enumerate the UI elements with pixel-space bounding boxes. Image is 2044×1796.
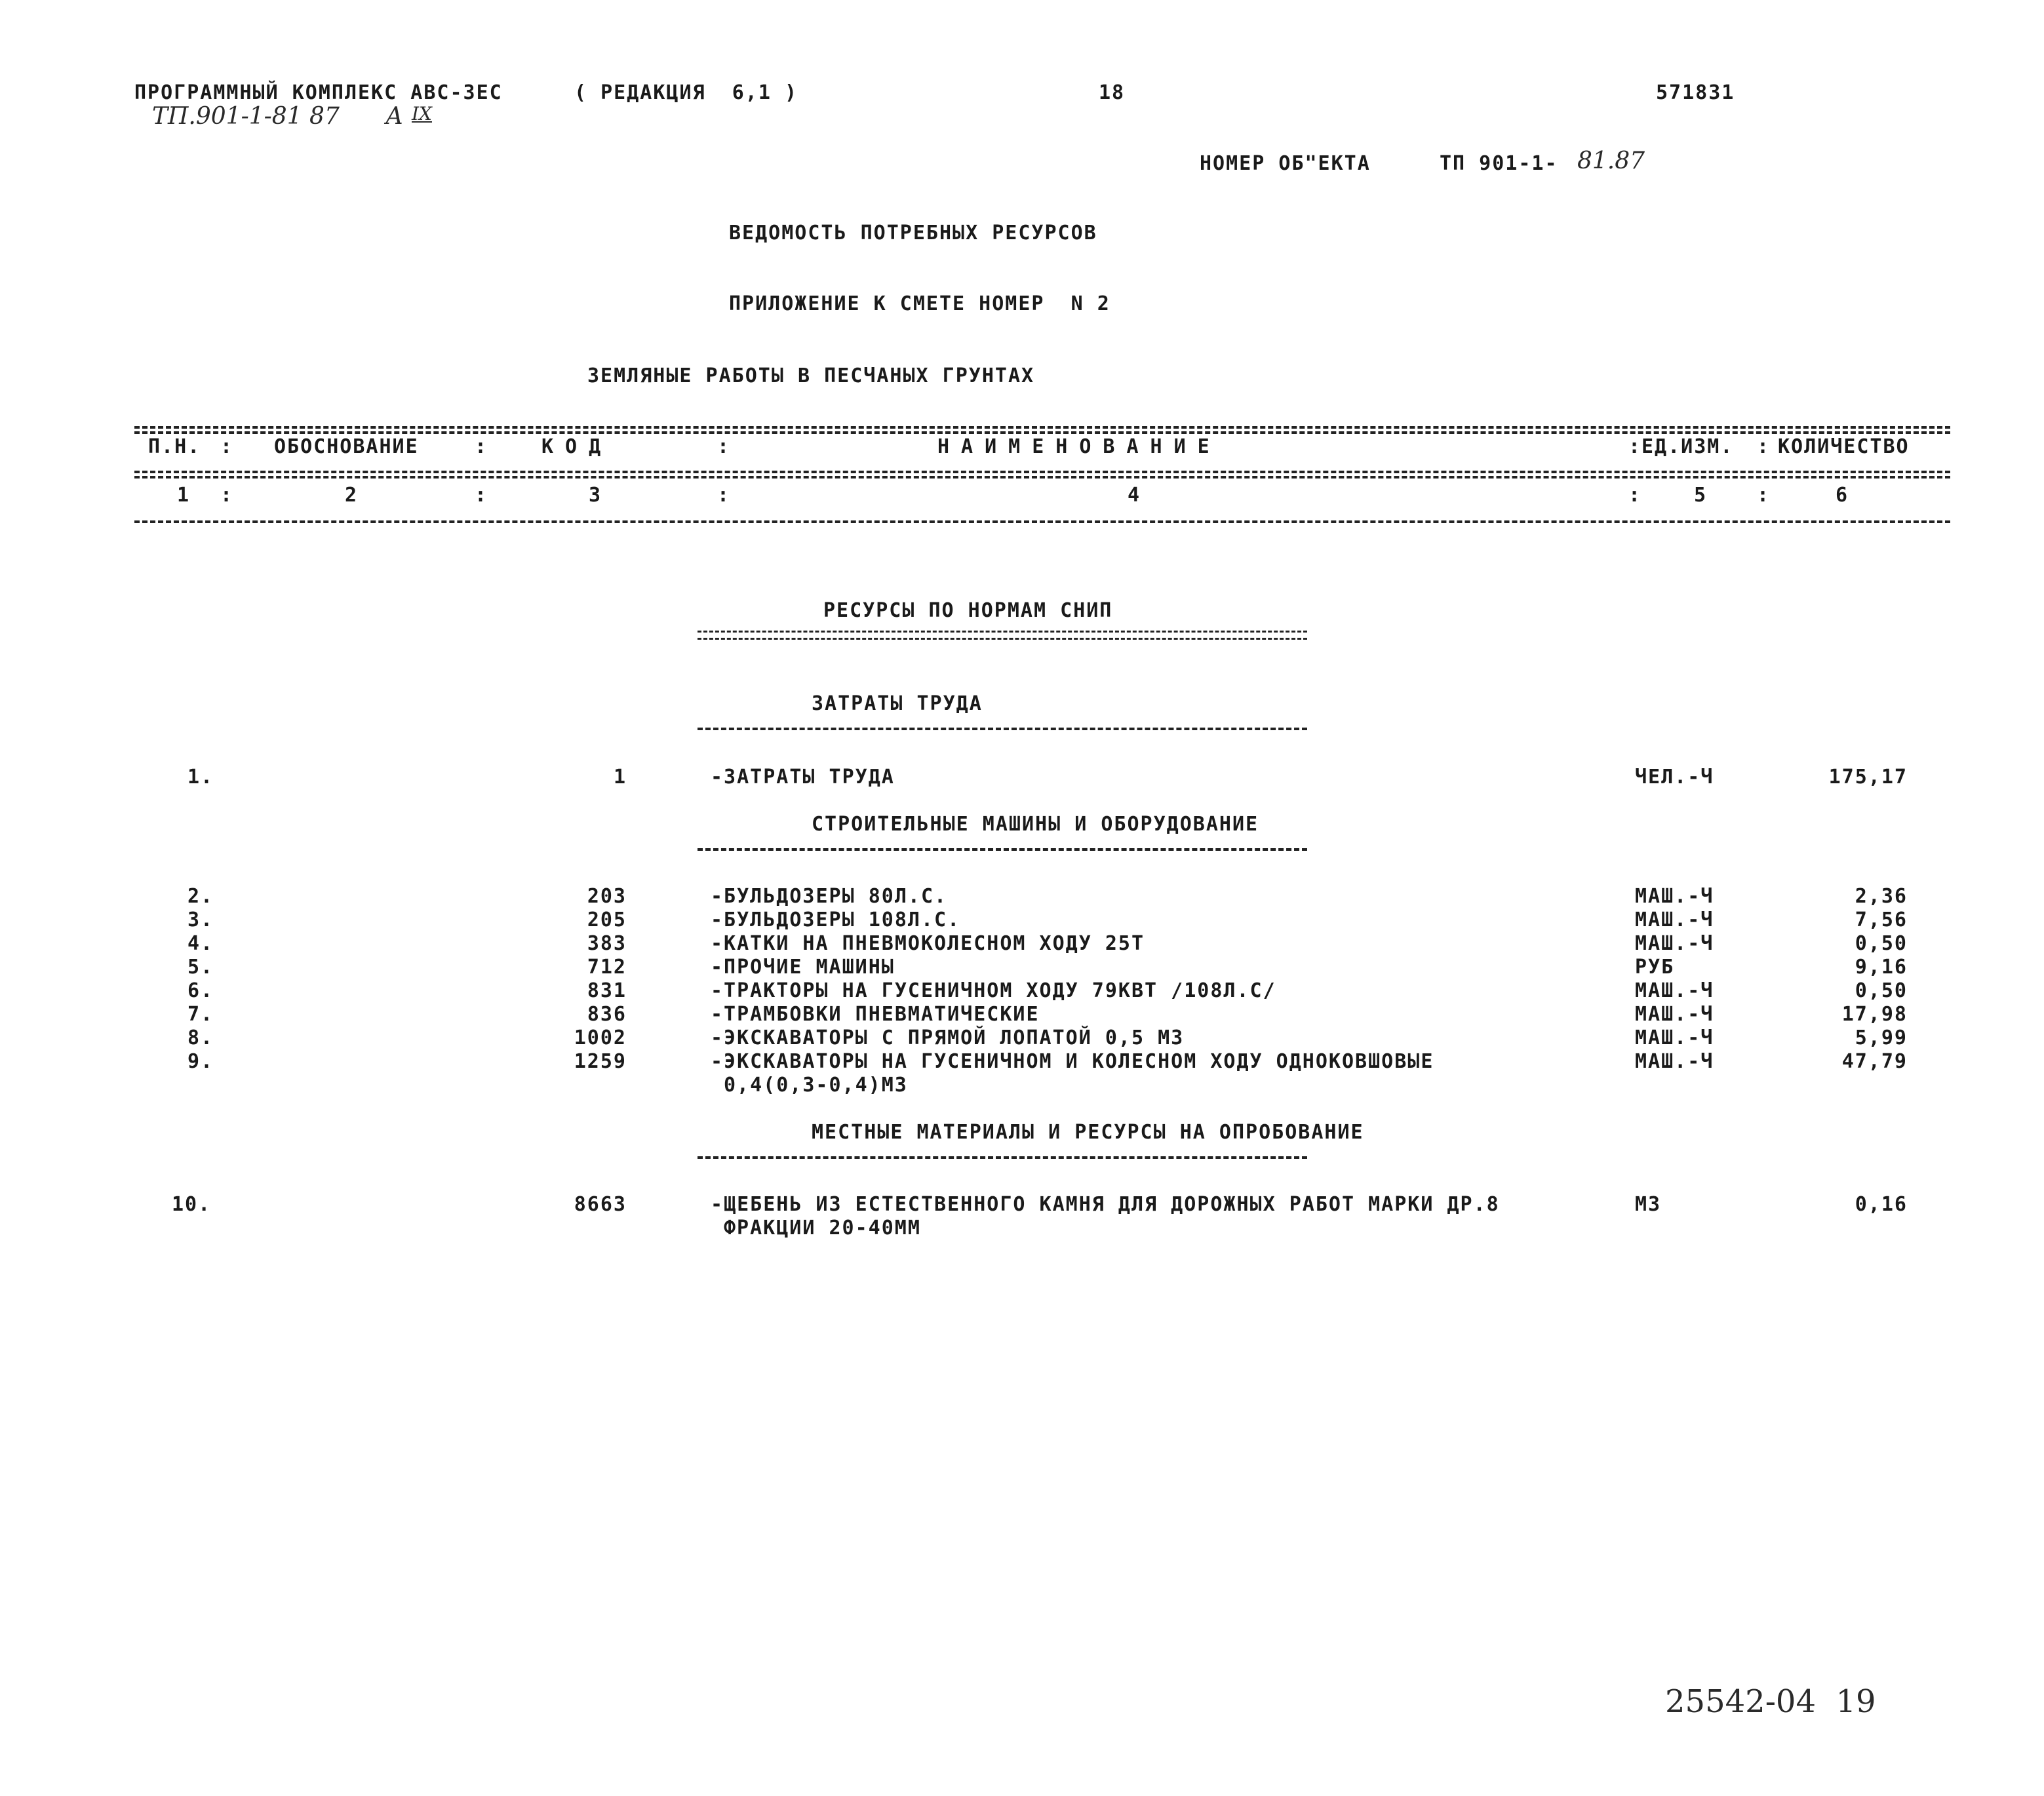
row-code: 203 (587, 885, 627, 908)
col-number: 4 (1128, 484, 1141, 507)
col-basis: ОБОСНОВАНИЕ (274, 435, 419, 458)
row-num: 6. (187, 979, 214, 1002)
row-name: -БУЛЬДОЗЕРЫ 108Л.С. (711, 908, 961, 931)
row-name: -ЭКСКАВАТОРЫ НА ГУСЕНИЧНОМ И КОЛЕСНОМ ХОДУ ОДНОКОВШОВЫЕ (711, 1050, 1434, 1073)
sep: : (1628, 484, 1642, 507)
object-value-handwritten: 81.87 (1577, 147, 1645, 174)
col-qty: КОЛИЧЕСТВО (1778, 435, 1910, 458)
sep: : (1757, 484, 1771, 507)
table-rule-mid (134, 471, 1950, 473)
handwritten-ref: ТП.901-1-81 87 (152, 103, 340, 130)
handwritten-album: А (385, 103, 404, 130)
row-qty: 47,79 (1841, 1050, 1908, 1073)
row-code: 205 (587, 908, 627, 931)
sep: : (1757, 435, 1771, 458)
document-title: ВЕДОМОСТЬ ПОТРЕБНЫХ РЕСУРСОВ (729, 222, 1097, 244)
group-rule (698, 728, 1307, 730)
row-unit: М3 (1635, 1193, 1662, 1216)
row-qty: 17,98 (1841, 1003, 1908, 1026)
col-code: КОД (541, 435, 613, 458)
section-double-rule (698, 631, 1307, 640)
row-unit: ЧЕЛ.-Ч (1635, 766, 1714, 789)
row-name: -БУЛЬДОЗЕРЫ 80Л.С. (711, 885, 948, 908)
handwritten-footer-mark: 25542-04 19 (1665, 1683, 1876, 1720)
row-qty: 5,99 (1855, 1026, 1908, 1049)
col-num: П.Н. (148, 435, 201, 458)
row-name: -ЭКСКАВАТОРЫ С ПРЯМОЙ ЛОПАТОЙ 0,5 М3 (711, 1026, 1185, 1049)
row-name: -КАТКИ НА ПНЕВМОКОЛЕСНОМ ХОДУ 25Т (711, 932, 1145, 955)
row-code: 8663 (574, 1193, 627, 1216)
row-code: 831 (587, 979, 627, 1002)
appendix-title: ПРИЛОЖЕНИЕ К СМЕТЕ НОМЕР N 2 (729, 292, 1110, 315)
edition: ( РЕДАКЦИЯ 6,1 ) (574, 81, 798, 104)
row-unit: МАШ.-Ч (1635, 932, 1714, 955)
row-num: 1. (187, 766, 214, 789)
section-title: РЕСУРСЫ ПО НОРМАМ СНИП (823, 599, 1113, 622)
row-num: 7. (187, 1003, 214, 1026)
row-qty: 175,17 (1828, 766, 1908, 789)
row-qty: 0,50 (1855, 932, 1908, 955)
row-num: 9. (187, 1050, 214, 1073)
row-unit: МАШ.-Ч (1635, 885, 1714, 908)
col-number: 5 (1694, 484, 1708, 507)
row-name: -ЩЕБЕНЬ ИЗ ЕСТЕСТВЕННОГО КАМНЯ ДЛЯ ДОРОЖНЫХ РАБОТ МАРКИ ДР.8 (711, 1193, 1500, 1216)
row-unit: МАШ.-Ч (1635, 1050, 1714, 1073)
doc-code: 571831 (1656, 81, 1735, 104)
row-code: 1 (613, 766, 627, 789)
col-number: 6 (1836, 484, 1849, 507)
row-code: 712 (587, 956, 627, 979)
object-label: НОМЕР ОБ"ЕКТА (1200, 152, 1371, 175)
table-rule-bottom (134, 520, 1950, 523)
group-title: СТРОИТЕЛЬНЫЕ МАШИНЫ И ОБОРУДОВАНИЕ (812, 813, 1259, 836)
row-qty: 2,36 (1855, 885, 1908, 908)
row-code: 1002 (574, 1026, 627, 1049)
row-num: 8. (187, 1026, 214, 1049)
row-code: 383 (587, 932, 627, 955)
table-rule-mid-2 (134, 476, 1950, 478)
col-number: 3 (589, 484, 602, 507)
row-code: 836 (587, 1003, 627, 1026)
row-name: -ТРАМБОВКИ ПНЕВМАТИЧЕСКИЕ (711, 1003, 1040, 1026)
table-rule-top-2 (134, 431, 1950, 434)
group-title: ЗАТРАТЫ ТРУДА (812, 692, 983, 715)
sep: : (220, 435, 234, 458)
work-title: ЗЕМЛЯНЫЕ РАБОТЫ В ПЕСЧАНЫХ ГРУНТАХ (587, 364, 1035, 387)
handwritten-album-roman: IX (412, 103, 432, 125)
sep: : (475, 484, 488, 507)
row-name: -ТРАКТОРЫ НА ГУСЕНИЧНОМ ХОДУ 79КВТ /108Л.С/ (711, 979, 1276, 1002)
col-number: 1 (177, 484, 191, 507)
row-unit: МАШ.-Ч (1635, 1026, 1714, 1049)
group-rule (698, 1156, 1307, 1159)
row-num: 5. (187, 956, 214, 979)
sep: : (717, 435, 731, 458)
row-name-continued: ФРАКЦИИ 20-40ММ (724, 1217, 921, 1240)
col-unit: ЕД.ИЗМ. (1641, 435, 1734, 458)
row-qty: 9,16 (1855, 956, 1908, 979)
row-code: 1259 (574, 1050, 627, 1073)
row-qty: 7,56 (1855, 908, 1908, 931)
program-name: ПРОГРАММНЫЙ КОМПЛЕКС АВС-3ЕС (134, 81, 503, 104)
row-unit: МАШ.-Ч (1635, 1003, 1714, 1026)
row-num: 10. (172, 1193, 212, 1216)
row-qty: 0,50 (1855, 979, 1908, 1002)
page-number: 18 (1099, 81, 1126, 104)
object-value: ТП 901-1- (1440, 152, 1558, 175)
table-rule-top (134, 426, 1950, 429)
row-qty: 0,16 (1855, 1193, 1908, 1216)
sep: : (220, 484, 234, 507)
col-number: 2 (345, 484, 359, 507)
row-num: 4. (187, 932, 214, 955)
sep: : (717, 484, 731, 507)
row-unit: РУБ (1635, 956, 1675, 979)
row-name-continued: 0,4(0,3-0,4)М3 (724, 1074, 908, 1097)
group-title: МЕСТНЫЕ МАТЕРИАЛЫ И РЕСУРСЫ НА ОПРОБОВАНИЕ (812, 1121, 1364, 1144)
sep: : (1628, 435, 1642, 458)
row-num: 2. (187, 885, 214, 908)
sep: : (475, 435, 488, 458)
group-rule (698, 848, 1307, 851)
row-unit: МАШ.-Ч (1635, 979, 1714, 1002)
row-name: -ЗАТРАТЫ ТРУДА (711, 766, 895, 789)
row-num: 3. (187, 908, 214, 931)
col-name: НАИМЕНОВАНИЕ (937, 435, 1221, 458)
row-unit: МАШ.-Ч (1635, 908, 1714, 931)
row-name: -ПРОЧИЕ МАШИНЫ (711, 956, 895, 979)
